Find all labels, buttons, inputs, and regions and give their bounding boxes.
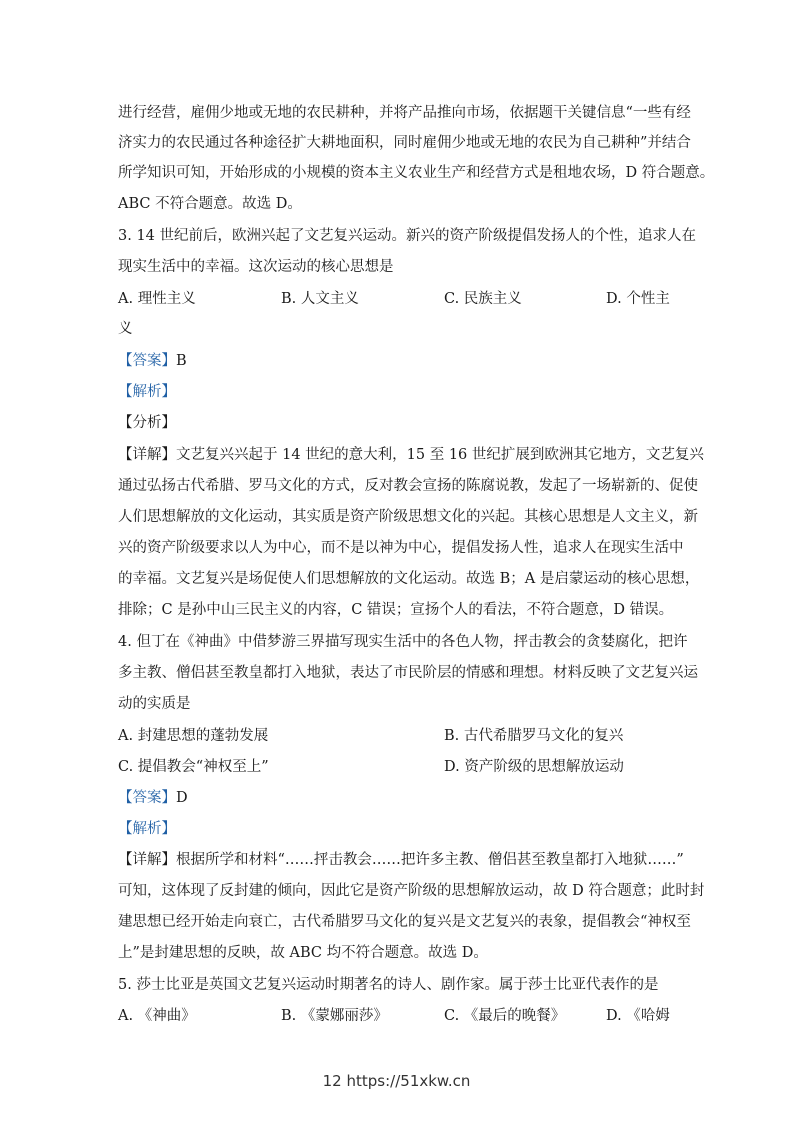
q4-option-a: A. 封建思想的蓬勃发展 [118,728,269,744]
q3-option-a: A. 理性主义 [118,291,196,307]
intro-line-1: 进行经营，雇佣少地或无地的农民耕种，并将产品推向市场，依据题干关键信息“一些有经 [118,105,691,121]
footer-link[interactable]: https://51xkw.cn [346,1072,471,1090]
q3-fenxi-heading: 【分析】 [118,415,176,431]
q4-stem-line-1: 4. 但丁在《神曲》中借梦游三界描写现实生活中的各色人物，抨击教会的贪婪腐化，把许 [118,634,688,650]
detail-text: 文艺复兴兴起于 14 世纪的意大利，15 至 16 世纪扩展到欧洲其它地方，文艺复兴 [176,447,704,463]
detail-tag: 【详解】 [118,447,176,463]
q3-option-b: B. 人文主义 [281,291,359,307]
q4-option-d: D. 资产阶级的思想解放运动 [444,759,624,775]
q4-detail-line-1 [118,850,684,870]
q5-stem-line-1: 5. 莎士比亚是英国文艺复兴运动时期著名的诗人、剧作家。属于莎士比亚代表作的是 [118,977,659,993]
q3-detail-line-6: 排除；C 是孙中山三民主义的内容，C 错误；宣扬个人的看法，不符合题意，D 错误。 [118,602,674,618]
q4-detail-line-4: 上”是封建思想的反映，故 ABC 均不符合题意。故选 D。 [118,945,488,961]
q3-detail-line-2: 通过弘扬古代希腊、罗马文化的方式，反对教会宣扬的陈腐说教，发起了一场崭新的、促使 [118,478,698,494]
q5-option-a: A. 《神曲》 [118,1008,196,1024]
answer-value: B [176,353,187,369]
q5-option-c: C. 《最后的晚餐》 [444,1008,566,1024]
q5-option-b: B. 《蒙娜丽莎》 [281,1008,388,1024]
answer-tag: 【答案】 [118,790,176,806]
intro-line-3: 所学知识可知，开始形成的小规模的资本主义农业生产和经营方式是租地农场，D 符合题意。 [118,165,715,181]
q3-detail-line-4: 兴的资产阶级要求以人为中心，而不是以神为中心，提倡发扬人性，追求人在现实生活中 [118,540,684,556]
q4-stem-line-3: 动的实质是 [118,696,191,712]
intro-line-4: ABC 不符合题意。故选 D。 [118,196,302,212]
q3-detail-line-5: 的幸福。文艺复兴是场促使人们思想解放的文化运动。故选 B；A 是启蒙运动的核心思想， [118,571,700,587]
q3-stem-line-1: 3. 14 世纪前后，欧洲兴起了文艺复兴运动。新兴的资产阶级提倡发扬人的个性，追求人在 [118,228,696,244]
q3-option-d-continuation: 义 [118,321,133,337]
page-number: 12 [322,1072,342,1090]
q4-option-b: B. 古代希腊罗马文化的复兴 [444,728,624,744]
q3-detail-line-1 [118,445,704,465]
q3-option-d: D. 个性主 [606,291,670,307]
q4-detail-line-2: 可知，这体现了反封建的倾向，因此它是资产阶级的思想解放运动，故 D 符合题意；此时封 [118,883,705,899]
q3-stem-line-2: 现实生活中的幸福。这次运动的核心思想是 [118,259,394,275]
q5-option-d: D. 《哈姆 [606,1008,670,1024]
q4-option-c: C. 提倡教会“神权至上” [118,759,269,775]
detail-text: 根据所学和材料“……抨击教会……把许多主教、僧侣甚至教皇都打入地狱……” [176,852,684,868]
page-footer [0,1072,793,1090]
q4-answer [118,788,188,808]
q3-answer [118,351,187,371]
analysis-tag: 【解析】 [118,821,176,837]
intro-line-2: 济实力的农民通过各种途径扩大耕地面积，同时雇佣少地或无地的农民为自己耕种”并结合 [118,135,691,151]
analysis-tag: 【解析】 [118,384,176,400]
answer-value: D [176,790,188,806]
detail-tag: 【详解】 [118,852,176,868]
q4-detail-line-3: 建思想已经开始走向衰亡，古代希腊罗马文化的复兴是文艺复兴的表象，提倡教会“神权至 [118,914,691,930]
q4-stem-line-2: 多主教、僧侣甚至教皇都打入地狱，表达了市民阶层的情感和理想。材料反映了文艺复兴运 [118,665,698,681]
q3-detail-line-3: 人们思想解放的文化运动，其实质是资产阶级思想文化的兴起。其核心思想是人文主义，新 [118,509,698,525]
answer-tag: 【答案】 [118,353,176,369]
q3-option-c: C. 民族主义 [444,291,522,307]
q3-analysis-heading [118,382,176,402]
q4-analysis-heading [118,819,176,839]
